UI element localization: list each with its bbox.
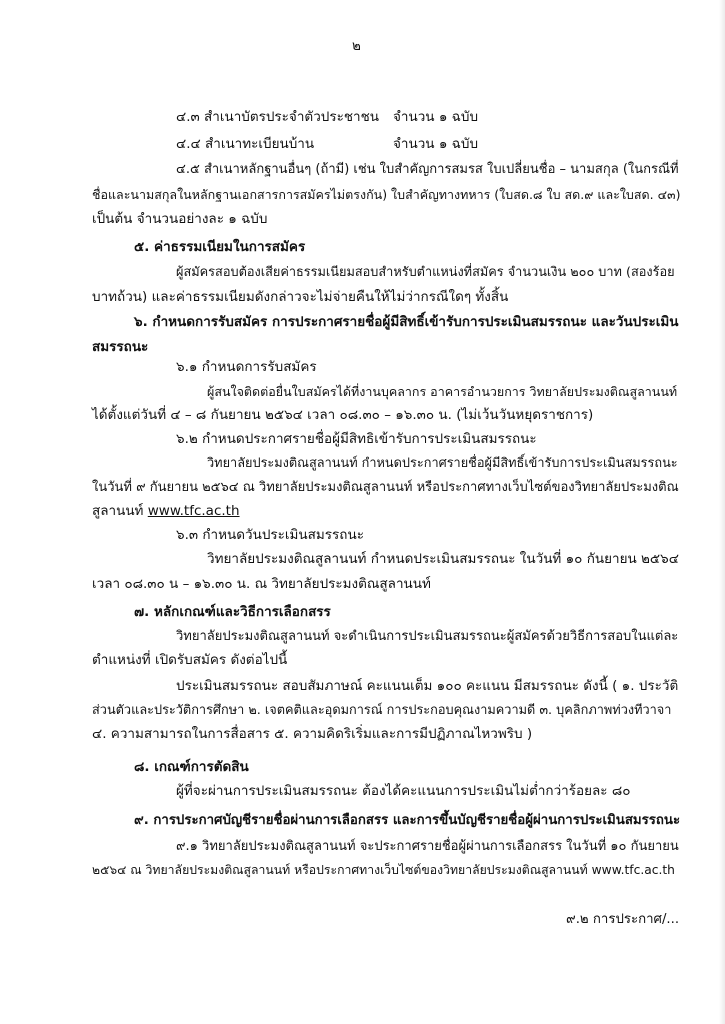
section-8-heading: ๘. เกณฑ์การตัดสิน xyxy=(134,759,249,775)
section-6-2-line-3-text: สูลานนท์ xyxy=(92,503,144,519)
section-7-heading: ๗. หลักเกณฑ์และวิธีการเลือกสรร xyxy=(134,604,331,620)
section-6-3-title: ๖.๓ กำหนดวันประเมินสมรรถนะ xyxy=(176,527,364,543)
section-5-heading: ๕. ค่าธรรมเนียมในการสมัคร xyxy=(134,239,306,255)
section-7-line-2: ตำแหน่งที่ เปิดรับสมัคร ดังต่อไปนี้ xyxy=(92,652,288,668)
item-4-4-label: ๔.๔ สำเนาทะเบียนบ้าน xyxy=(176,136,315,152)
section-6-2-line-3 xyxy=(92,499,240,524)
scan-edge-shadow xyxy=(719,0,725,1024)
section-6-1-line-2: ได้ตั้งแต่วันที่ ๔ – ๘ กันยายน ๒๕๖๔ เวลา ๐๘.๓๐ – ๑๖.๓๐ น. (ไม่เว้นวันหยุดราชการ) xyxy=(92,407,594,423)
section-7-line-1: วิทยาลัยประมงติณสูลานนท์ จะดำเนินการประเมินสมรรถนะผู้สมัครด้วยวิธีการสอบในแต่ละ xyxy=(176,629,679,644)
section-5-line-1: ผู้สมัครสอบต้องเสียค่าธรรมเนียมสอบสำหรับตำแหน่งที่สมัคร จำนวนเงิน ๒๐๐ บาท (สองร้อย xyxy=(176,265,675,280)
section-6-2-line-2: ในวันที่ ๙ กันยายน ๒๕๖๔ ณ วิทยาลัยประมงติณสูลานนท์ หรือประกาศทางเว็บไซต์ของวิทยาลัยประมงติณ xyxy=(92,480,679,495)
section-7-line-5: ๔. ความสามารถในการสื่อสาร ๕. ความคิดริเริ่มและการมีปฏิภาณไหวพริบ ) xyxy=(92,726,533,742)
item-4-4-quantity: จำนวน ๑ ฉบับ xyxy=(393,136,479,152)
section-9-heading: ๙. การประกาศบัญชีรายชื่อผ่านการเลือกสรร และการขึ้นบัญชีรายชื่อผู้ผ่านการประเมินสมรรถนะ xyxy=(134,813,681,828)
section-7-line-4: ส่วนตัวและประวัติการศึกษา ๒. เจตคติและอุดมการณ์ การประกอบคุณงามความดี ๓. บุคลิกภาพท่วงทีวาจา xyxy=(92,703,672,718)
section-9-line-1: ๙.๑ วิทยาลัยประมงติณสูลานนท์ จะประกาศรายชื่อผู้ผ่านการเลือกสรร ในวันที่ ๑๐ กันยายน xyxy=(176,839,679,854)
section-6-1-line-1: ผู้สนใจติดต่อยื่นใบสมัครได้ที่งานบุคลากร อาคารอำนวยการ วิทยาลัยประมงติณสูลานนท์ xyxy=(207,384,678,399)
section-6-2-line-1: วิทยาลัยประมงติณสูลานนท์ กำหนดประกาศรายชื่อผู้มีสิทธิ์เข้ารับการประเมินสมรรถนะ xyxy=(207,456,678,471)
section-6-heading-line-2: สมรรถนะ xyxy=(92,339,149,355)
item-4-5-line-3: เป็นต้น จำนวนอย่างละ ๑ ฉบับ xyxy=(92,211,268,227)
section-7-line-3: ประเมินสมรรถนะ สอบสัมภาษณ์ คะแนนเต็ม ๑๐๐ คะแนน มีสมรรถนะ ดังนี้ ( ๑. ประวัติ xyxy=(176,678,679,694)
section-6-3-line-1: วิทยาลัยประมงติณสูลานนท์ กำหนดประเมินสมรรถนะ ในวันที่ ๑๐ กันยายน ๒๕๖๔ xyxy=(207,551,679,567)
continuation-note: ๙.๒ การประกาศ/... xyxy=(566,912,680,927)
section-5-line-2: บาทถ้วน) และค่าธรรมเนียมดังกล่าวจะไม่จ่ายคืนให้ไม่ว่ากรณีใดๆ ทั้งสิ้น xyxy=(92,289,509,305)
item-4-5-line-2: ชื่อและนามสกุลในหลักฐานเอกสารการสมัครไม่ตรงกัน) ใบสำคัญทางทหาร (ใบสด.๘ ใบ สด.๙ และใบสด. ๔๓) xyxy=(92,187,681,202)
item-4-5-line-1: ๔.๕ สำเนาหลักฐานอื่นๆ (ถ้ามี) เช่น ใบสำคัญการสมรส ใบเปลี่ยนชื่อ – นามสกุล (ในกรณีที่ xyxy=(176,162,679,177)
section-6-2-title: ๖.๒ กำหนดประกาศรายชื่อผู้มีสิทธิเข้ารับการประเมินสมรรถนะ xyxy=(176,431,537,447)
section-8-line-1: ผู้ที่จะผ่านการประเมินสมรรถนะ ต้องได้คะแนนการประเมินไม่ต่ำกว่าร้อยละ ๘๐ xyxy=(176,783,631,799)
item-4-3-label: ๔.๓ สำเนาบัตรประจำตัวประชาชน xyxy=(176,109,379,125)
item-4-3-quantity: จำนวน ๑ ฉบับ xyxy=(393,109,479,125)
section-6-3-line-2: เวลา ๐๘.๓๐ น – ๑๖.๓๐ น. ณ วิทยาลัยประมงติณสูลานนท์ xyxy=(92,576,431,592)
website-link[interactable]: www.tfc.ac.th xyxy=(147,503,240,519)
section-6-heading-line-1: ๖. กำหนดการรับสมัคร การประกาศรายชื่อผู้มีสิทธิ์เข้ารับการประเมินสมรรถนะ และวันประเมิน xyxy=(134,314,679,330)
page-number: ๒ xyxy=(352,38,361,54)
section-9-line-2: ๒๕๖๔ ณ วิทยาลัยประมงติณสูลานนท์ หรือประกาศทางเว็บไซต์ของวิทยาลัยประมงติณสูลานนท์ www.tfc.ac.th xyxy=(92,863,675,877)
section-6-1-title: ๖.๑ กำหนดการรับสมัคร xyxy=(176,359,317,375)
